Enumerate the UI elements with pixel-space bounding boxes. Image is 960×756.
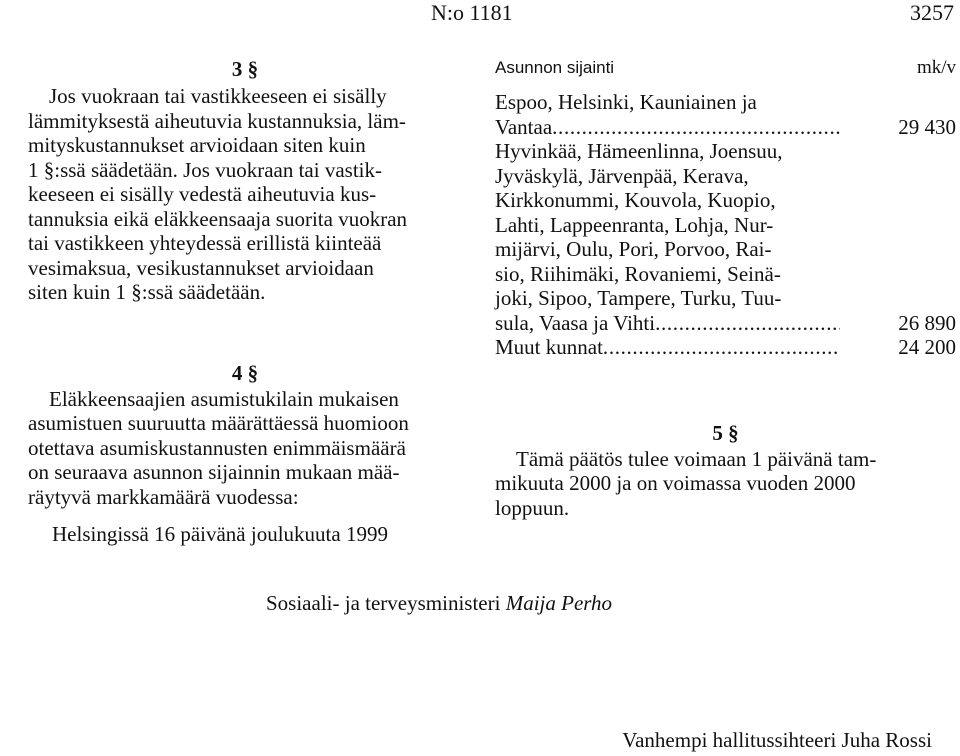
location-line: Hyvinkää, Hämeenlinna, Joensuu,: [495, 139, 783, 163]
section-3-line: keeseen ei sisälly vedestä aiheutuvia kus-: [28, 182, 377, 206]
table-row: [495, 90, 956, 139]
section-5-paragraph: [495, 447, 956, 521]
location-last-line: [495, 115, 840, 140]
section-4-line: räytyvä markkamäärä vuodessa:: [28, 484, 299, 509]
dot-leader: [552, 115, 840, 140]
section-3-line: lämmityksestä aiheutuvia kustannuksia, läm-: [28, 108, 406, 133]
table-row: [495, 139, 956, 335]
section-3-line: tannuksia eikä eläkkeensaaja suorita vuokran: [28, 206, 408, 231]
minister-name: Maija Perho: [505, 591, 613, 615]
section-4-line: on seuraava asunnon sijainnin mukaan mää-: [28, 460, 400, 484]
location-cell: [495, 90, 840, 139]
section-4-line: otettava asumiskustannusten enimmäismäärä: [28, 435, 406, 460]
section-3-line: Jos vuokraan tai vastikkeeseen ei sisälly: [49, 84, 387, 108]
location-line: Jyväskylä, Järvenpää, Kerava,: [495, 163, 749, 188]
table-row: [495, 335, 956, 360]
page-number: 3257: [910, 0, 954, 25]
location-line: sula, Vaasa ja Vihti: [495, 310, 656, 335]
section-3-line: mityskustannukset arvioidaan siten kuin: [28, 133, 366, 157]
minister-signature: [266, 591, 612, 616]
left-column: [28, 56, 462, 509]
dot-leader: [655, 311, 840, 336]
location-line: Kirkkonummi, Kouvola, Kuopio,: [495, 188, 776, 212]
right-column: [495, 56, 956, 520]
issue-number: N:o 1181: [431, 0, 513, 25]
section-5-heading: 5 §: [712, 420, 739, 445]
secretary-signature: Vanhempi hallitussihteeri Juha Rossi: [622, 728, 932, 752]
minister-title: Sosiaali- ja terveysministeri: [266, 591, 501, 615]
location-line: Espoo, Helsinki, Kauniainen ja: [495, 90, 757, 114]
section-5-line: loppuun.: [495, 495, 570, 520]
section-4-line: asumistuen suuruutta määrättäessä huomioon: [28, 411, 409, 435]
location-cell: [495, 335, 840, 360]
section-4-paragraph: [28, 387, 462, 510]
section-3-heading: 3 §: [231, 57, 259, 81]
location-cell: [495, 139, 840, 335]
location-line: Muut kunnat: [495, 335, 603, 359]
section-5-line: Tämä päätös tulee voimaan 1 päivänä tam-: [516, 446, 877, 471]
place-and-date: Helsingissä 16 päivänä joulukuuta 1999: [52, 522, 388, 546]
column-header-amount: mk/v: [916, 57, 956, 78]
section-3-line: tai vastikkeen yhteydessä erillistä kiinteää: [28, 231, 382, 255]
section-4-line: Eläkkeensaajien asumistukilain mukaisen: [49, 386, 399, 411]
location-line: Lahti, Lappeenranta, Lohja, Nur-: [495, 212, 774, 237]
location-line: Vantaa: [495, 114, 553, 139]
section-3-line: 1 §:ssä säädetään. Jos vuokraan tai vastik-: [28, 157, 382, 182]
section-5-line: mikuuta 2000 ja on voimassa vuoden 2000: [495, 471, 856, 495]
rent-limit-table: [495, 90, 956, 360]
column-header-location: Asunnon sijainti: [495, 58, 615, 77]
location-line: mijärvi, Oulu, Pori, Porvoo, Rai-: [495, 237, 772, 261]
section-4-heading: 4 §: [231, 360, 259, 385]
location-line: sio, Riihimäki, Rovaniemi, Seinä-: [495, 261, 781, 286]
location-last-line: [495, 335, 840, 360]
location-line: joki, Sipoo, Tampere, Turku, Tuu-: [495, 286, 782, 310]
table-header: [495, 56, 956, 80]
section-3-paragraph: [28, 84, 462, 305]
amount-cell: 24 200: [898, 335, 956, 359]
section-3-line: vesimaksua, vesikustannukset arvioidaan: [28, 255, 374, 280]
dot-leader: [603, 335, 840, 360]
amount-cell: 26 890: [898, 310, 956, 335]
amount-cell: 29 430: [898, 114, 956, 139]
location-last-line: [495, 311, 840, 336]
section-3-line: siten kuin 1 §:ssä säädetään.: [28, 280, 266, 304]
